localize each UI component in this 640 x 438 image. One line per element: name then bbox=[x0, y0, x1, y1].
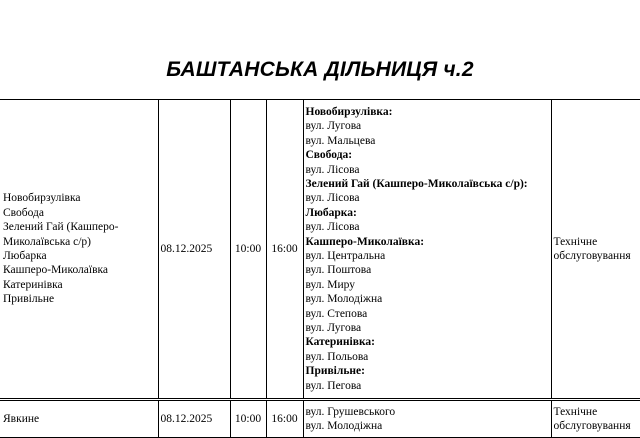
end-time-cell: 16:00 bbox=[266, 100, 303, 400]
reason-cell: Технічне обслуговування bbox=[551, 100, 640, 400]
place-heading: Кашперо-Миколаївка: bbox=[305, 235, 425, 248]
settlement-name: Катеринівка bbox=[3, 278, 63, 291]
table-row bbox=[0, 400, 640, 438]
streets-cell bbox=[303, 100, 551, 400]
settlement-name: Зелений Гай (Кашперо-Миколаївська с/р) bbox=[3, 221, 119, 248]
place-heading: Привільне: bbox=[305, 365, 365, 378]
reason-cell: Технічне обслуговування bbox=[551, 400, 640, 438]
settlements-cell bbox=[0, 400, 158, 438]
place-heading: Катеринівка: bbox=[305, 336, 375, 349]
settlement-name: Явкине bbox=[3, 412, 40, 425]
street-name: вул. Лугова bbox=[305, 322, 362, 335]
street-name: вул. Молодіжна bbox=[305, 293, 383, 306]
street-name: вул. Грушевського bbox=[305, 405, 396, 418]
street-name: вул. Лугова bbox=[305, 120, 362, 133]
end-time-cell: 16:00 bbox=[266, 400, 303, 438]
date-cell: 08.12.2025 bbox=[158, 400, 230, 438]
settlement-name: Свобода bbox=[3, 206, 44, 219]
street-name: вул. Степова bbox=[305, 307, 368, 320]
settlement-name: Новобирзулівка bbox=[3, 192, 81, 205]
start-time-cell: 10:00 bbox=[230, 100, 266, 400]
street-name: вул. Центральна bbox=[305, 250, 386, 262]
street-name: вул. Лісова bbox=[305, 221, 360, 234]
section-title: БАШТАНСЬКА ДІЛЬНИЦЯ ч.2 bbox=[166, 58, 474, 81]
place-heading: Свобода: bbox=[305, 149, 353, 162]
date-cell: 08.12.2025 bbox=[158, 100, 230, 400]
street-name: вул. Польова bbox=[305, 350, 369, 363]
settlement-name: Привільне bbox=[3, 293, 55, 306]
street-name: вул. Пегова bbox=[305, 379, 362, 392]
settlements-cell bbox=[0, 100, 158, 400]
settlement-name: Кашперо-Миколаївка bbox=[3, 264, 109, 277]
settlement-name: Любарка bbox=[3, 250, 47, 262]
street-name: вул. Поштова bbox=[305, 264, 372, 277]
schedule-table bbox=[0, 99, 640, 438]
street-name: вул. Миру bbox=[305, 278, 355, 291]
street-name: вул. Мальцева bbox=[305, 134, 376, 147]
place-heading: Любарка: bbox=[305, 206, 357, 219]
street-name: вул. Лісова bbox=[305, 163, 360, 176]
streets-cell bbox=[303, 400, 551, 438]
table-row bbox=[0, 100, 640, 400]
place-heading: Зелений Гай (Кашперо-Миколаївська с/р): bbox=[305, 177, 528, 190]
street-name: вул. Молодіжна bbox=[305, 420, 383, 432]
place-heading: Новобирзулівка: bbox=[305, 105, 393, 118]
start-time-cell: 10:00 bbox=[230, 400, 266, 438]
street-name: вул. Лісова bbox=[305, 192, 360, 205]
